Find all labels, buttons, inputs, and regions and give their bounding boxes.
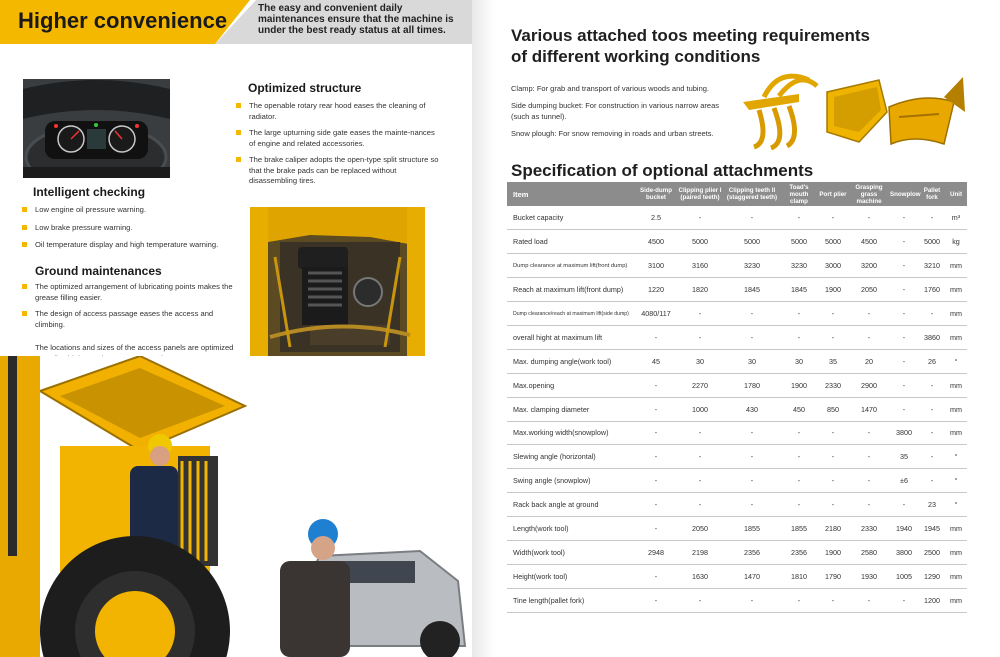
table-cell: 1290 <box>919 564 945 588</box>
table-cell: mm <box>945 325 967 349</box>
table-cell: - <box>889 349 919 373</box>
table-cell: - <box>635 421 677 445</box>
table-cell: - <box>677 325 723 349</box>
table-cell: - <box>723 469 781 493</box>
table-cell: 1930 <box>849 564 889 588</box>
column-header: Clipping teeth II (staggered teeth) <box>723 182 781 206</box>
column-header: Item <box>507 182 635 206</box>
table-row <box>507 469 967 493</box>
table-cell: mm <box>945 517 967 541</box>
table-row-label: Rated load <box>507 230 635 254</box>
tools-title: Various attached toos meeting requirements of different working conditions <box>511 26 870 66</box>
table-cell: - <box>635 517 677 541</box>
table-cell: - <box>919 421 945 445</box>
bullet-icon <box>236 103 241 108</box>
table-row-label: overall hight at maximum lift <box>507 325 635 349</box>
table-cell: 3160 <box>677 254 723 278</box>
table-cell: 3800 <box>889 421 919 445</box>
table-row <box>507 445 967 469</box>
page-gutter <box>472 0 494 657</box>
table-cell: 1900 <box>817 540 849 564</box>
list-item: Low brake pressure warning. <box>22 223 232 234</box>
table-row-label: Reach at maximum lift(front dump) <box>507 278 635 302</box>
dashboard-photo <box>23 79 170 178</box>
attachments-illustration <box>739 72 965 152</box>
table-cell: - <box>723 445 781 469</box>
table-cell: mm <box>945 588 967 612</box>
table-cell: 1855 <box>723 517 781 541</box>
table-cell: - <box>849 445 889 469</box>
table-cell: mm <box>945 254 967 278</box>
table-cell: - <box>781 588 817 612</box>
column-header: Clipping plier I (paired teeth) <box>677 182 723 206</box>
bullet-icon <box>22 225 27 230</box>
table-row-label: Dump clearance/reach at maximum lift(side dump) <box>507 302 635 326</box>
table-cell: 1220 <box>635 278 677 302</box>
table-cell: 3230 <box>781 254 817 278</box>
table-cell: 20 <box>849 349 889 373</box>
table-cell: - <box>677 206 723 230</box>
table-row <box>507 540 967 564</box>
column-header: Pallet fork <box>919 182 945 206</box>
table-cell: 5000 <box>919 230 945 254</box>
table-row <box>507 517 967 541</box>
column-header: Unit <box>945 182 967 206</box>
table-cell: 2050 <box>849 278 889 302</box>
table-cell: - <box>677 469 723 493</box>
table-row <box>507 349 967 373</box>
table-cell: 4500 <box>635 230 677 254</box>
table-cell: 2330 <box>817 373 849 397</box>
table-cell: 35 <box>817 349 849 373</box>
table-cell: 5000 <box>677 230 723 254</box>
column-header: Snowplow <box>889 182 919 206</box>
table-cell: - <box>723 421 781 445</box>
table-cell: 4080/117 <box>635 302 677 326</box>
table-cell: 2050 <box>677 517 723 541</box>
table-cell: - <box>919 469 945 493</box>
table-cell: - <box>817 445 849 469</box>
intelligent-checking-list <box>22 205 232 257</box>
table-row <box>507 206 967 230</box>
tool-description-snow-plough: Snow plough: For snow removing in roads and urban streets. <box>511 129 714 138</box>
table-cell: 1855 <box>781 517 817 541</box>
spec-title: Specification of optional attachments <box>511 161 814 180</box>
table-row <box>507 564 967 588</box>
table-cell: 1820 <box>677 278 723 302</box>
table-cell: 1760 <box>919 278 945 302</box>
table-cell: - <box>677 302 723 326</box>
list-item: The optimized arrangement of lubricating points makes the grease filling easier. <box>22 282 234 303</box>
table-cell: - <box>677 493 723 517</box>
right-page <box>494 0 1000 657</box>
table-cell: - <box>635 588 677 612</box>
table-cell: 850 <box>817 397 849 421</box>
column-header: Port plier <box>817 182 849 206</box>
table-row <box>507 421 967 445</box>
table-cell: 1810 <box>781 564 817 588</box>
table-cell: 1470 <box>723 564 781 588</box>
table-cell: - <box>849 206 889 230</box>
table-cell: 2500 <box>919 540 945 564</box>
bullet-icon <box>22 242 27 247</box>
table-cell: - <box>849 469 889 493</box>
table-row-label: Rack back angle at ground <box>507 493 635 517</box>
table-cell: - <box>919 397 945 421</box>
table-cell: 2270 <box>677 373 723 397</box>
list-item: The design of access passage eases the access and climbing. <box>22 309 234 330</box>
page-subtitle: The easy and convenient daily maintenances ensure that the machine is under the best ready status at all times. <box>258 3 454 36</box>
table-cell: - <box>889 397 919 421</box>
table-cell: - <box>723 588 781 612</box>
table-cell: 2580 <box>849 540 889 564</box>
table-cell: 3210 <box>919 254 945 278</box>
table-cell: mm <box>945 278 967 302</box>
ground-maintenances-heading: Ground maintenances <box>35 264 162 278</box>
optimized-structure-list <box>236 101 441 193</box>
table-cell: - <box>919 445 945 469</box>
list-item: Low engine oil pressure warning. <box>22 205 232 216</box>
table-cell: - <box>817 421 849 445</box>
list-item: Oil temperature display and high temperature warning. <box>22 240 232 251</box>
table-cell: 2900 <box>849 373 889 397</box>
table-cell: - <box>723 493 781 517</box>
table-cell: - <box>889 493 919 517</box>
table-cell: - <box>781 493 817 517</box>
table-row-label: Width(work tool) <box>507 540 635 564</box>
table-cell: - <box>635 325 677 349</box>
table-row <box>507 254 967 278</box>
table-row-label: Bucket capacity <box>507 206 635 230</box>
table-cell: 30 <box>677 349 723 373</box>
table-cell: 450 <box>781 397 817 421</box>
table-cell: - <box>849 302 889 326</box>
table-cell: - <box>889 588 919 612</box>
table-cell: 3860 <box>919 325 945 349</box>
table-cell: - <box>889 206 919 230</box>
table-cell: - <box>677 588 723 612</box>
table-cell: 5000 <box>723 230 781 254</box>
table-cell: 1005 <box>889 564 919 588</box>
table-cell: 2948 <box>635 540 677 564</box>
table-header-row <box>507 182 967 206</box>
table-row-label: Max. dumping angle(work tool) <box>507 349 635 373</box>
loader-workers-photo <box>0 356 470 657</box>
engine-photo <box>250 207 425 360</box>
column-header: Grasping grass machine <box>849 182 889 206</box>
tool-description-side-dumping-bucket: Side dumping bucket: For construction in various narrow areas (such as tunnel). <box>511 101 720 121</box>
table-cell: mm <box>945 397 967 421</box>
table-cell: - <box>889 325 919 349</box>
table-cell: 5000 <box>817 230 849 254</box>
table-row-label: Height(work tool) <box>507 564 635 588</box>
table-cell: 3230 <box>723 254 781 278</box>
table-cell: 1780 <box>723 373 781 397</box>
table-cell: 3800 <box>889 540 919 564</box>
table-cell: 3100 <box>635 254 677 278</box>
table-cell: 2330 <box>849 517 889 541</box>
table-cell: - <box>723 206 781 230</box>
table-cell: 35 <box>889 445 919 469</box>
table-row <box>507 230 967 254</box>
table-cell: - <box>849 421 889 445</box>
table-cell: - <box>849 325 889 349</box>
table-cell: - <box>723 325 781 349</box>
table-row-label: Dump clearance at maximum lift(front dump) <box>507 254 635 278</box>
table-cell: 1900 <box>781 373 817 397</box>
table-cell: - <box>635 397 677 421</box>
table-cell: ° <box>945 349 967 373</box>
bullet-icon <box>22 311 27 316</box>
list-item: The brake caliper adopts the open-type split structure so that the brake pads can be replaced without disassembling tires. <box>236 155 441 187</box>
table-cell: - <box>781 421 817 445</box>
table-cell: - <box>849 493 889 517</box>
table-row <box>507 278 967 302</box>
table-row <box>507 373 967 397</box>
table-cell: 2198 <box>677 540 723 564</box>
table-cell: - <box>635 493 677 517</box>
list-item: The large upturning side gate eases the mainte-nances of engine and related accessories. <box>236 128 441 149</box>
table-row <box>507 302 967 326</box>
table-cell: mm <box>945 540 967 564</box>
table-cell: - <box>889 254 919 278</box>
table-cell: ° <box>945 493 967 517</box>
table-cell: - <box>635 445 677 469</box>
table-cell: 1940 <box>889 517 919 541</box>
left-page <box>0 0 472 657</box>
table-cell: mm <box>945 564 967 588</box>
table-row <box>507 493 967 517</box>
table-cell: 2180 <box>817 517 849 541</box>
table-cell: - <box>919 373 945 397</box>
table-cell: ±6 <box>889 469 919 493</box>
table-cell: 1945 <box>919 517 945 541</box>
table-cell: - <box>889 278 919 302</box>
table-cell: - <box>919 302 945 326</box>
table-cell: - <box>677 421 723 445</box>
table-cell: - <box>817 469 849 493</box>
table-cell: - <box>635 564 677 588</box>
table-cell: 2356 <box>781 540 817 564</box>
table-row-label: Max. clamping diameter <box>507 397 635 421</box>
bullet-icon <box>22 207 27 212</box>
table-cell: - <box>781 445 817 469</box>
table-row-label: Tine length(pallet fork) <box>507 588 635 612</box>
table-cell: - <box>817 325 849 349</box>
table-cell: - <box>919 206 945 230</box>
table-row-label: Max.working width(snowplow) <box>507 421 635 445</box>
table-row-label: Slewing angle (horizontal) <box>507 445 635 469</box>
table-cell: mm <box>945 373 967 397</box>
table-cell: - <box>817 588 849 612</box>
column-header: Toad's mouth clamp <box>781 182 817 206</box>
table-cell: - <box>781 302 817 326</box>
table-cell: 2.5 <box>635 206 677 230</box>
table-cell: - <box>817 206 849 230</box>
tool-description-clamp: Clamp: For grab and transport of various woods and tubing. <box>511 84 710 93</box>
table-cell: 4500 <box>849 230 889 254</box>
table-cell: 1845 <box>723 278 781 302</box>
table-cell: - <box>677 445 723 469</box>
table-cell: 26 <box>919 349 945 373</box>
table-cell: 5000 <box>781 230 817 254</box>
table-cell: - <box>889 302 919 326</box>
spec-table-body <box>507 206 967 612</box>
table-cell: mm <box>945 302 967 326</box>
table-cell: - <box>781 206 817 230</box>
table-cell: 45 <box>635 349 677 373</box>
table-cell: 1790 <box>817 564 849 588</box>
bullet-icon <box>236 130 241 135</box>
table-cell: 1845 <box>781 278 817 302</box>
table-row <box>507 588 967 612</box>
table-cell: 1630 <box>677 564 723 588</box>
page-title: Higher convenience <box>18 8 228 33</box>
table-row-label: Max.opening <box>507 373 635 397</box>
table-cell: 30 <box>723 349 781 373</box>
optimized-structure-heading: Optimized structure <box>248 81 362 95</box>
table-cell: - <box>889 373 919 397</box>
table-row-label: Swing angle (snowplow) <box>507 469 635 493</box>
table-cell: 3200 <box>849 254 889 278</box>
table-cell: 1470 <box>849 397 889 421</box>
spec-table <box>507 182 967 613</box>
table-cell: - <box>817 302 849 326</box>
table-cell: - <box>635 373 677 397</box>
table-cell: - <box>781 469 817 493</box>
bullet-icon <box>236 157 241 162</box>
bullet-icon <box>22 284 27 289</box>
table-cell: 2356 <box>723 540 781 564</box>
table-cell: 30 <box>781 349 817 373</box>
table-cell: - <box>889 230 919 254</box>
intelligent-checking-heading: Intelligent checking <box>33 185 146 199</box>
column-header: Side-dump bucket <box>635 182 677 206</box>
table-cell: kg <box>945 230 967 254</box>
table-cell: 1000 <box>677 397 723 421</box>
ground-maintenances-note: The locations and sizes of the access panels are optimized <box>35 343 234 352</box>
table-cell: 1200 <box>919 588 945 612</box>
table-cell: mm <box>945 421 967 445</box>
table-cell: 3000 <box>817 254 849 278</box>
table-cell: 23 <box>919 493 945 517</box>
list-item: The openable rotary rear hood eases the cleaning of radiator. <box>236 101 441 122</box>
table-row-label: Length(work tool) <box>507 517 635 541</box>
table-row <box>507 325 967 349</box>
table-cell: - <box>817 493 849 517</box>
table-cell: - <box>849 588 889 612</box>
table-cell: - <box>723 302 781 326</box>
table-cell: 1900 <box>817 278 849 302</box>
table-row <box>507 397 967 421</box>
table-cell: - <box>781 325 817 349</box>
table-cell: 430 <box>723 397 781 421</box>
table-cell: ° <box>945 469 967 493</box>
table-cell: - <box>635 469 677 493</box>
table-cell: ° <box>945 445 967 469</box>
table-cell: m³ <box>945 206 967 230</box>
ground-maintenances-list <box>22 282 234 336</box>
